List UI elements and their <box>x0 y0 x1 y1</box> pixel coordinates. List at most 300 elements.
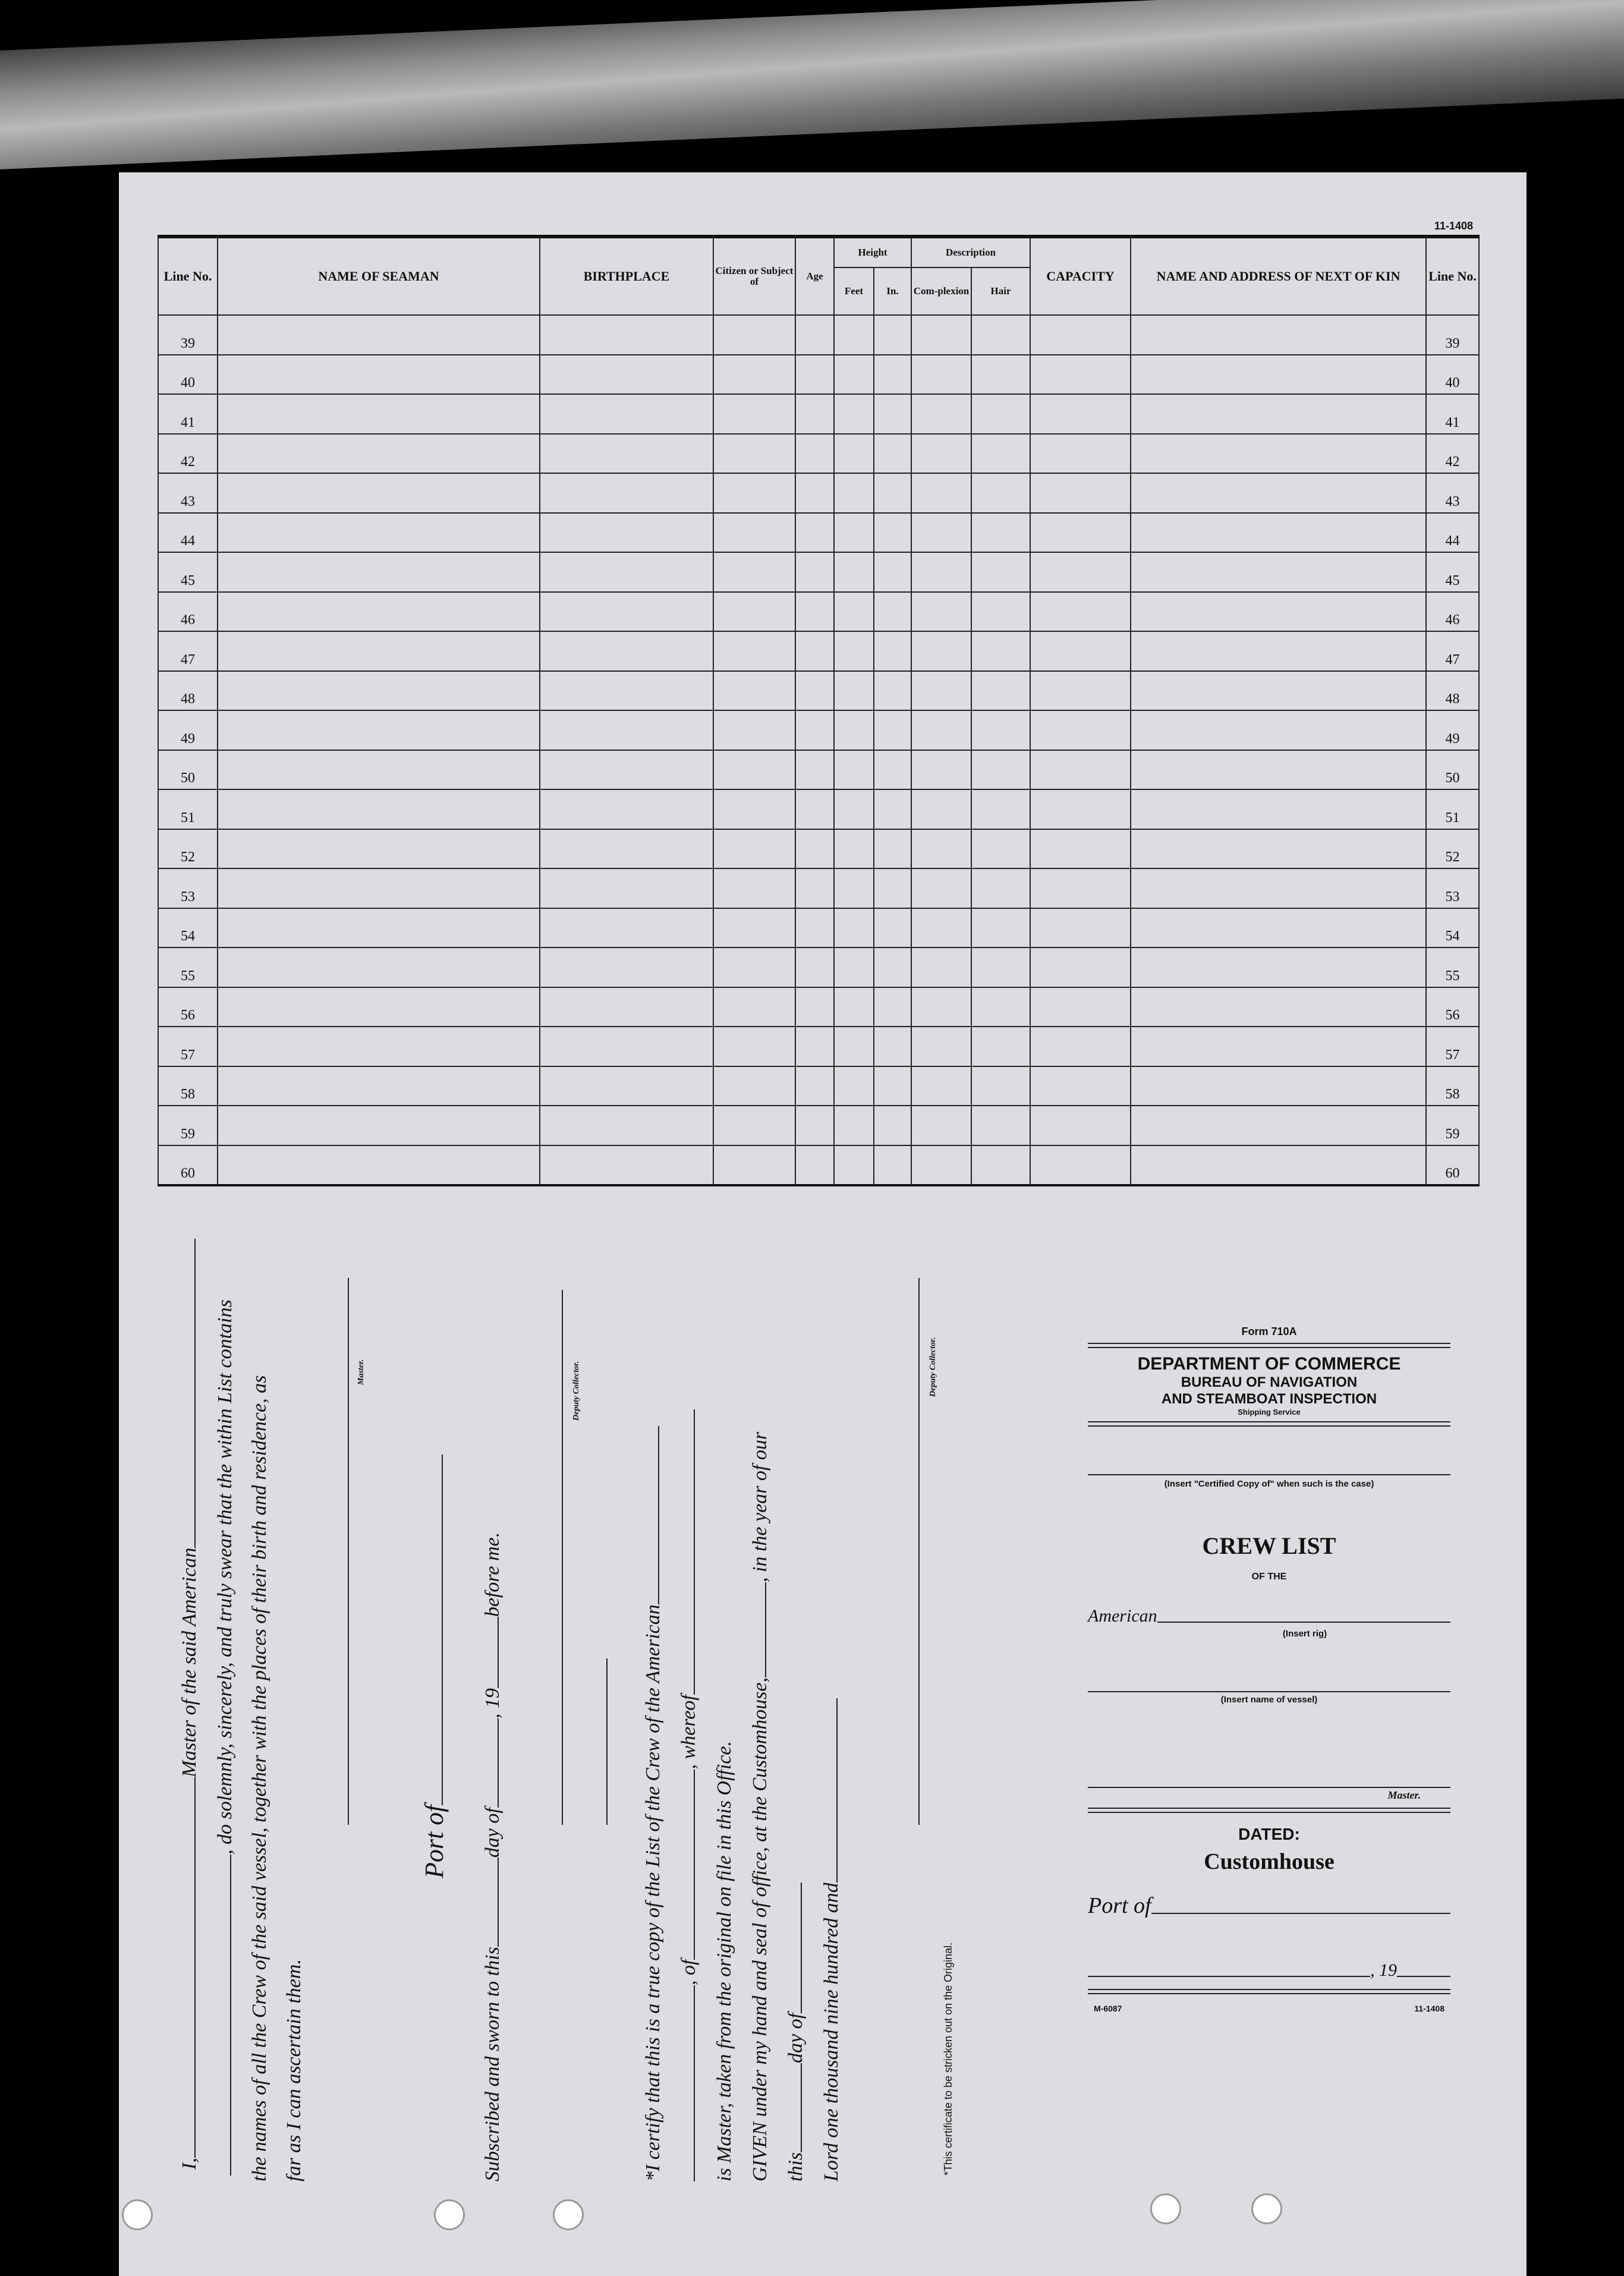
table-cell <box>874 750 911 790</box>
table-row <box>158 868 1479 908</box>
table-cell <box>874 710 911 750</box>
table-cell <box>971 513 1030 553</box>
table-cell <box>795 513 834 553</box>
table-cell <box>971 829 1030 869</box>
table-cell <box>795 868 834 908</box>
table-cell <box>911 829 971 869</box>
line-number-right: 57 <box>1426 1027 1479 1066</box>
table-cell <box>218 473 540 513</box>
table-cell <box>795 1027 834 1066</box>
table-cell <box>971 315 1030 355</box>
table-row <box>158 394 1479 434</box>
table-cell <box>911 355 971 395</box>
given-line: GIVEN under my hand and seal of office, at the Customhouse,, in the year of our <box>749 1431 771 2181</box>
line-number: 53 <box>158 868 218 908</box>
table-cell <box>834 1066 874 1106</box>
table-cell <box>971 355 1030 395</box>
table-cell <box>540 1106 713 1145</box>
table-cell <box>971 710 1030 750</box>
master-label: Master. <box>357 1359 366 1385</box>
table-cell <box>911 908 971 948</box>
table-cell <box>1131 1066 1426 1106</box>
binder-hole <box>1150 2193 1181 2224</box>
table-cell <box>1030 592 1131 632</box>
table-cell <box>218 315 540 355</box>
table-cell <box>874 829 911 869</box>
table-cell <box>1131 868 1426 908</box>
oath-line-1: I,Master of the said American <box>178 1239 201 2170</box>
table-row <box>158 908 1479 948</box>
table-cell <box>971 1106 1030 1145</box>
table-cell <box>1131 1027 1426 1066</box>
table-cell <box>795 987 834 1027</box>
deputy-signature-line-2 <box>918 1278 920 1825</box>
line-number: 57 <box>158 1027 218 1066</box>
table-cell <box>540 789 713 829</box>
line-number-right: 42 <box>1426 434 1479 474</box>
table-cell <box>1131 552 1426 592</box>
table-cell <box>971 434 1030 474</box>
master-panel-label: Master. <box>1387 1789 1421 1801</box>
table-cell <box>540 1066 713 1106</box>
table-cell <box>540 355 713 395</box>
department-title: DEPARTMENT OF COMMERCE <box>1137 1354 1401 1374</box>
table-cell <box>540 434 713 474</box>
table-cell <box>834 355 874 395</box>
table-cell <box>874 315 911 355</box>
table-cell <box>834 434 874 474</box>
table-cell <box>874 789 911 829</box>
line-number: 43 <box>158 473 218 513</box>
table-cell <box>540 750 713 790</box>
table-cell <box>1030 947 1131 987</box>
table-row <box>158 987 1479 1027</box>
table-cell <box>713 394 795 434</box>
table-row <box>158 631 1479 671</box>
oath-line-2: , do solemnly, sincerely, and truly swear that the within List contains <box>214 1299 237 2176</box>
line-number: 49 <box>158 710 218 750</box>
table-cell <box>218 868 540 908</box>
certify-master-line: is Master, taken from the original on file in this Office. <box>713 1740 735 2181</box>
table-cell <box>911 987 971 1027</box>
table-cell <box>218 513 540 553</box>
of-the-label: OF THE <box>1251 1572 1287 1582</box>
table-row <box>158 355 1479 395</box>
table-cell <box>911 671 971 711</box>
table-cell <box>1131 1106 1426 1145</box>
table-cell <box>1030 394 1131 434</box>
table-cell <box>971 631 1030 671</box>
stricken-note: *This certificate to be stricken out on the Original. <box>942 1942 954 2176</box>
insert-certified-copy: (Insert "Certified Copy of" when such is the case) <box>1164 1479 1374 1489</box>
table-cell <box>218 355 540 395</box>
table-cell <box>1131 947 1426 987</box>
table-cell <box>795 1066 834 1106</box>
table-cell <box>874 552 911 592</box>
table-cell <box>540 710 713 750</box>
table-cell <box>795 473 834 513</box>
table-cell <box>971 394 1030 434</box>
table-cell <box>540 908 713 948</box>
line-number-right: 46 <box>1426 592 1479 632</box>
table-cell <box>218 1106 540 1145</box>
table-cell <box>834 750 874 790</box>
table-cell <box>834 1027 874 1066</box>
table-cell <box>911 592 971 632</box>
table-cell <box>540 1145 713 1186</box>
table-cell <box>971 868 1030 908</box>
line-number-right: 41 <box>1426 394 1479 434</box>
table-cell <box>1030 789 1131 829</box>
table-row <box>158 1066 1479 1106</box>
table-cell <box>540 829 713 869</box>
table-row <box>158 1106 1479 1145</box>
master-signature-line <box>348 1278 349 1825</box>
table-cell <box>795 315 834 355</box>
table-cell <box>1030 1027 1131 1066</box>
table-cell <box>1030 1106 1131 1145</box>
table-cell <box>911 473 971 513</box>
table-cell <box>540 552 713 592</box>
table-cell <box>713 987 795 1027</box>
table-cell <box>1030 750 1131 790</box>
table-cell <box>713 315 795 355</box>
oath-line-4: far as I can ascertain them. <box>283 1959 305 2181</box>
table-cell <box>1030 710 1131 750</box>
table-cell <box>874 355 911 395</box>
table-cell <box>795 394 834 434</box>
line-number: 40 <box>158 355 218 395</box>
table-cell <box>874 592 911 632</box>
table-cell <box>834 908 874 948</box>
table-cell <box>911 1106 971 1145</box>
table-cell <box>540 315 713 355</box>
line-number-right: 53 <box>1426 868 1479 908</box>
table-cell <box>834 552 874 592</box>
crew-rows <box>158 315 1479 1185</box>
table-cell <box>1030 987 1131 1027</box>
table-cell <box>911 710 971 750</box>
table-cell <box>713 355 795 395</box>
table-cell <box>713 947 795 987</box>
line-number: 48 <box>158 671 218 711</box>
code-left: M-6087 <box>1094 2004 1122 2013</box>
table-cell <box>713 750 795 790</box>
crew-list-page <box>119 172 1527 2276</box>
table-cell <box>713 1106 795 1145</box>
table-row <box>158 552 1479 592</box>
line-number: 56 <box>158 987 218 1027</box>
binder-hole <box>1251 2193 1282 2224</box>
table-cell <box>795 592 834 632</box>
shipping-service: Shipping Service <box>1238 1408 1301 1416</box>
table-cell <box>795 552 834 592</box>
table-cell <box>218 394 540 434</box>
line-number: 59 <box>158 1106 218 1145</box>
table-cell <box>1131 1145 1426 1186</box>
table-cell <box>713 513 795 553</box>
table-cell <box>1131 631 1426 671</box>
table-cell <box>795 710 834 750</box>
table-cell <box>971 1027 1030 1066</box>
port-of-panel-line: Port of <box>1088 1893 1450 1919</box>
table-cell <box>874 1066 911 1106</box>
table-cell <box>540 987 713 1027</box>
col-citizen: Citizen or Subject of <box>713 237 795 315</box>
table-cell <box>834 868 874 908</box>
col-age: Age <box>795 237 834 315</box>
line-number: 55 <box>158 947 218 987</box>
table-cell <box>911 1145 971 1186</box>
table-cell <box>834 1106 874 1145</box>
line-number: 60 <box>158 1145 218 1186</box>
line-number-right: 60 <box>1426 1145 1479 1186</box>
table-cell <box>1131 513 1426 553</box>
table-cell <box>795 671 834 711</box>
table-row <box>158 315 1479 355</box>
table-cell <box>1030 315 1131 355</box>
table-cell <box>911 947 971 987</box>
binder-hole <box>122 2199 153 2230</box>
table-row <box>158 473 1479 513</box>
certify-of-line: , of, whereof <box>678 1409 700 2181</box>
panel-footer-codes <box>1088 2004 1450 2013</box>
table-cell <box>911 631 971 671</box>
col-name-of-seaman: NAME OF SEAMAN <box>218 237 540 315</box>
form-number: Form 710A <box>1241 1326 1297 1337</box>
table-cell <box>834 631 874 671</box>
table-cell <box>713 789 795 829</box>
table-row <box>158 710 1479 750</box>
table-cell <box>540 473 713 513</box>
table-cell <box>795 1145 834 1186</box>
table-cell <box>1030 434 1131 474</box>
line-number: 42 <box>158 434 218 474</box>
table-cell <box>1131 355 1426 395</box>
table-cell <box>218 987 540 1027</box>
table-row <box>158 829 1479 869</box>
table-row <box>158 750 1479 790</box>
table-cell <box>971 1145 1030 1186</box>
table-cell <box>1131 473 1426 513</box>
lord-line: Lord one thousand nine hundred and <box>820 1698 843 2181</box>
table-cell <box>218 1145 540 1186</box>
line-number-right: 58 <box>1426 1066 1479 1106</box>
line-number-right: 47 <box>1426 631 1479 671</box>
code-right: 11-1408 <box>1414 2004 1444 2013</box>
line-number: 39 <box>158 315 218 355</box>
line-number: 58 <box>158 1066 218 1106</box>
bureau-title-2: AND STEAMBOAT INSPECTION <box>1161 1391 1377 1407</box>
table-cell <box>540 671 713 711</box>
table-cell <box>971 947 1030 987</box>
line-number-right: 56 <box>1426 987 1479 1027</box>
table-cell <box>1131 829 1426 869</box>
table-cell <box>713 868 795 908</box>
table-cell <box>874 434 911 474</box>
table-cell <box>971 1066 1030 1106</box>
table-cell <box>713 671 795 711</box>
col-line-no: Line No. <box>158 237 218 315</box>
line-number: 47 <box>158 631 218 671</box>
table-cell <box>218 592 540 632</box>
table-cell <box>795 1106 834 1145</box>
binder-hole <box>434 2199 465 2230</box>
form-710a-panel <box>1088 1326 1450 2013</box>
table-cell <box>834 315 874 355</box>
dated-label: DATED: <box>1238 1825 1300 1843</box>
col-line-no-right: Line No. <box>1426 237 1479 315</box>
col-description: Description <box>911 237 1030 267</box>
table-cell <box>1131 315 1426 355</box>
table-cell <box>218 750 540 790</box>
table-cell <box>540 394 713 434</box>
line-number-right: 43 <box>1426 473 1479 513</box>
table-cell <box>1131 750 1426 790</box>
short-signature-line <box>606 1658 608 1825</box>
table-cell <box>218 552 540 592</box>
table-cell <box>218 710 540 750</box>
table-cell <box>971 473 1030 513</box>
table-cell <box>218 829 540 869</box>
table-row <box>158 592 1479 632</box>
table-cell <box>874 947 911 987</box>
table-cell <box>834 394 874 434</box>
line-number-right: 55 <box>1426 947 1479 987</box>
this-day-line: thisday of <box>785 1882 807 2181</box>
oath-line-3: the names of all the Crew of the said vessel, together with the places of their birth and residence, as <box>248 1375 270 2181</box>
table-cell <box>874 513 911 553</box>
table-cell <box>1030 671 1131 711</box>
table-row <box>158 947 1479 987</box>
col-feet: Feet <box>834 267 874 315</box>
table-cell <box>540 592 713 632</box>
deputy-collector-label: Deputy Collector. <box>572 1361 581 1421</box>
line-number-right: 45 <box>1426 552 1479 592</box>
table-cell <box>834 829 874 869</box>
line-number-right: 52 <box>1426 829 1479 869</box>
table-cell <box>1030 355 1131 395</box>
table-cell <box>911 552 971 592</box>
line-number: 52 <box>158 829 218 869</box>
table-cell <box>834 987 874 1027</box>
table-cell <box>795 908 834 948</box>
table-cell <box>834 947 874 987</box>
table-row <box>158 513 1479 553</box>
table-cell <box>874 868 911 908</box>
table-cell <box>971 592 1030 632</box>
col-capacity: CAPACITY <box>1030 237 1131 315</box>
table-cell <box>713 552 795 592</box>
crew-table <box>158 235 1480 1186</box>
col-hair: Hair <box>971 267 1030 315</box>
table-cell <box>911 434 971 474</box>
line-number-right: 50 <box>1426 750 1479 790</box>
table-cell <box>540 868 713 908</box>
table-cell <box>795 947 834 987</box>
col-birthplace: BIRTHPLACE <box>540 237 713 315</box>
table-cell <box>713 1066 795 1106</box>
table-cell <box>1131 710 1426 750</box>
table-cell <box>834 671 874 711</box>
table-cell <box>971 987 1030 1027</box>
deputy-collector-label-2: Deputy Collector. <box>929 1337 937 1397</box>
table-cell <box>540 947 713 987</box>
table-cell <box>874 394 911 434</box>
line-number: 41 <box>158 394 218 434</box>
col-inches: In. <box>874 267 911 315</box>
binder-hole <box>553 2199 584 2230</box>
table-cell <box>713 473 795 513</box>
table-cell <box>874 473 911 513</box>
table-cell <box>713 829 795 869</box>
col-height: Height <box>834 237 911 267</box>
table-cell <box>911 315 971 355</box>
table-cell <box>874 631 911 671</box>
table-cell <box>911 513 971 553</box>
line-number: 44 <box>158 513 218 553</box>
line-number-right: 40 <box>1426 355 1479 395</box>
table-cell <box>911 1027 971 1066</box>
subscribed-line: Subscribed and sworn to thisday of, 19before me. <box>481 1532 503 2181</box>
table-cell <box>971 908 1030 948</box>
line-number: 45 <box>158 552 218 592</box>
table-cell <box>218 947 540 987</box>
table-cell <box>971 750 1030 790</box>
line-number: 50 <box>158 750 218 790</box>
table-cell <box>971 552 1030 592</box>
table-cell <box>540 631 713 671</box>
col-next-of-kin: NAME AND ADDRESS OF NEXT OF KIN <box>1131 237 1426 315</box>
port-of-line: Port of <box>419 1455 449 1878</box>
table-cell <box>874 1145 911 1186</box>
table-cell <box>218 1027 540 1066</box>
table-cell <box>218 671 540 711</box>
table-cell <box>1131 394 1426 434</box>
table-cell <box>540 513 713 553</box>
bureau-title-1: BUREAU OF NAVIGATION <box>1181 1374 1358 1390</box>
table-cell <box>1030 1066 1131 1106</box>
line-number-right: 49 <box>1426 710 1479 750</box>
table-cell <box>874 908 911 948</box>
table-cell <box>911 868 971 908</box>
table-cell <box>1131 434 1426 474</box>
table-cell <box>218 1066 540 1106</box>
table-cell <box>218 434 540 474</box>
table-cell <box>795 789 834 829</box>
table-cell <box>1030 868 1131 908</box>
table-cell <box>874 1106 911 1145</box>
table-row <box>158 1145 1479 1186</box>
table-cell <box>1030 631 1131 671</box>
table-cell <box>795 829 834 869</box>
table-cell <box>971 671 1030 711</box>
col-complexion: Com-plexion <box>911 267 971 315</box>
table-cell <box>713 1145 795 1186</box>
table-cell <box>911 750 971 790</box>
table-cell <box>1030 473 1131 513</box>
table-cell <box>1030 552 1131 592</box>
table-cell <box>218 908 540 948</box>
table-cell <box>1030 829 1131 869</box>
table-cell <box>1131 987 1426 1027</box>
table-cell <box>834 1145 874 1186</box>
table-cell <box>911 394 971 434</box>
table-cell <box>834 710 874 750</box>
table-cell <box>540 1027 713 1066</box>
line-number: 46 <box>158 592 218 632</box>
table-cell <box>1030 513 1131 553</box>
